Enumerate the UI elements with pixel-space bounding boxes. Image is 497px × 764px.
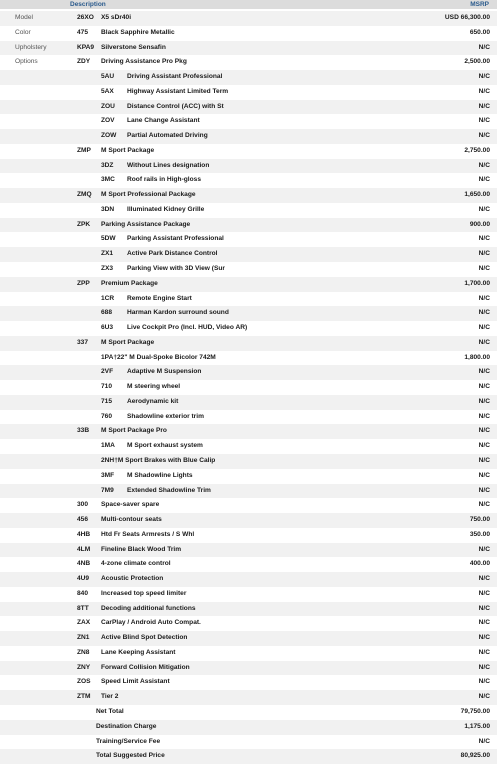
table-row (0, 55, 497, 70)
table-row (0, 41, 497, 56)
option-code: 1CR (101, 294, 115, 302)
table-row (0, 587, 497, 602)
option-description: Roof rails in High-gloss (127, 176, 201, 184)
option-description: Driving Assistant Professional (127, 73, 223, 81)
option-price: N/C (478, 235, 490, 243)
option-code: 456 (77, 516, 89, 524)
table-row (0, 454, 497, 469)
option-code: 4U9 (77, 575, 90, 583)
option-price: N/C (478, 102, 490, 110)
option-price: N/C (478, 324, 490, 332)
option-price: 900.00 (469, 220, 490, 228)
option-code: 3MC (101, 176, 115, 184)
option-code: 5AX (101, 87, 114, 95)
option-code: ZNY (77, 663, 91, 671)
option-code: 688 (101, 309, 113, 317)
option-code: 6U3 (101, 324, 114, 332)
option-price: N/C (478, 604, 490, 612)
table-row (0, 646, 497, 661)
option-description: Live Cockpit Pro (Incl. HUD, Video AR) (127, 324, 248, 332)
option-description: X5 sDr40i (101, 14, 132, 21)
table-row (0, 661, 497, 676)
option-code: 4LM (77, 545, 91, 553)
option-price: 80,925.00 (460, 752, 490, 760)
option-price: N/C (478, 575, 490, 583)
table-row (0, 336, 497, 351)
option-description: Distance Control (ACC) with St (127, 102, 224, 110)
table-row (0, 218, 497, 233)
option-description: Driving Assistance Pro Pkg (101, 58, 187, 66)
option-code: ZPK (77, 220, 91, 228)
table-row (0, 602, 497, 617)
option-code: 715 (101, 397, 113, 405)
option-description: Harman Kardon surround sound (127, 309, 229, 317)
option-code: 4HB (77, 530, 91, 538)
table-row (0, 380, 497, 395)
option-price: 750.00 (469, 516, 490, 524)
option-description: Premium Package (101, 279, 158, 287)
table-row (0, 85, 497, 100)
option-code: ZX3 (101, 265, 114, 273)
table-row (0, 720, 497, 735)
table-row (0, 100, 497, 115)
option-description: Multi-contour seats (101, 516, 162, 524)
option-price: N/C (478, 397, 490, 405)
table-row (0, 469, 497, 484)
table-row (0, 203, 497, 218)
option-code: 3DZ (101, 161, 114, 169)
option-price: N/C (478, 634, 490, 642)
table-row (0, 572, 497, 587)
option-code: ZOS (77, 678, 91, 686)
table-header (0, 0, 497, 9)
option-price: N/C (478, 412, 490, 420)
table-row (0, 11, 497, 26)
option-code: ZTM (77, 693, 91, 701)
option-code: 7M9 (101, 486, 114, 494)
option-description: Htd Fr Seats Armrests / S Whl (101, 530, 195, 538)
option-description: Tier 2 (101, 693, 119, 701)
table-row (0, 129, 497, 144)
option-description: Remote Engine Start (127, 294, 192, 302)
option-price: N/C (478, 619, 490, 627)
option-description: Space-saver spare (101, 501, 160, 509)
option-description: Parking Assistance Package (101, 220, 191, 228)
option-description: Black Sapphire Metallic (101, 28, 175, 36)
option-price: N/C (478, 132, 490, 140)
option-code: ZOU (101, 102, 115, 110)
option-code: ZAX (77, 619, 91, 627)
table-row (0, 616, 497, 631)
option-code: ZMQ (77, 191, 92, 199)
option-price: N/C (478, 161, 490, 169)
option-code: KPA9 (77, 43, 95, 51)
table-row (0, 749, 497, 764)
option-code: 33B (77, 427, 90, 435)
option-description: Partial Automated Driving (127, 132, 208, 140)
option-price: 1,700.00 (464, 279, 490, 287)
option-price: N/C (478, 663, 490, 671)
option-description: M Sport Package Pro (101, 427, 167, 435)
option-description: Active Park Distance Control (127, 250, 218, 258)
table-row (0, 144, 497, 159)
option-description: Acoustic Protection (101, 575, 164, 583)
option-price: 1,650.00 (464, 191, 490, 199)
option-price: 1,800.00 (464, 353, 490, 361)
option-code: ZX1 (101, 250, 114, 258)
option-description: Total Suggested Price (96, 752, 165, 760)
option-description: Adaptive M Suspension (127, 368, 202, 376)
option-code: 337 (77, 338, 89, 346)
option-code: 5AU (101, 73, 115, 81)
table-row (0, 247, 497, 262)
option-price: N/C (478, 678, 490, 686)
table-row (0, 690, 497, 705)
table-row (0, 232, 497, 247)
option-description: Active Blind Spot Detection (101, 634, 188, 642)
option-price: N/C (478, 486, 490, 494)
option-description: Increased top speed limiter (101, 589, 187, 597)
option-description: Destination Charge (96, 722, 157, 730)
option-description: Illuminated Kidney Grille (127, 205, 205, 213)
table-row (0, 410, 497, 425)
option-price: N/C (478, 294, 490, 302)
option-code: ZOV (101, 117, 115, 125)
option-description: M Sport Package (101, 338, 155, 346)
option-description: Aerodynamic kit (127, 397, 179, 405)
option-description: Forward Collision Mitigation (101, 663, 190, 671)
table-row (0, 439, 497, 454)
option-description: M Shadowline Lights (127, 471, 193, 479)
option-price: N/C (478, 43, 490, 51)
option-code: 3DN (101, 205, 115, 213)
option-code: 300 (77, 501, 89, 509)
option-code: ZMP (77, 146, 91, 154)
option-code: 1PA†22" M Dual-Spoke Bicolor 742M (101, 353, 216, 361)
table-row (0, 705, 497, 720)
option-price: 79,750.00 (460, 707, 490, 715)
option-description: CarPlay / Android Auto Compat. (101, 619, 201, 627)
option-price: N/C (478, 471, 490, 479)
option-description: M Sport Professional Package (101, 191, 196, 199)
option-price: N/C (478, 250, 490, 258)
option-description: Decoding additional functions (101, 604, 196, 612)
option-code: 1MA (101, 442, 115, 450)
table-row (0, 484, 497, 499)
option-price: N/C (478, 737, 490, 745)
table-row (0, 277, 497, 292)
option-price: 2,750.00 (464, 146, 490, 154)
option-description: M Sport exhaust system (127, 442, 203, 450)
option-price: N/C (478, 589, 490, 597)
option-code: ZPP (77, 279, 90, 287)
option-code: 8TT (77, 604, 89, 612)
option-price: N/C (478, 693, 490, 701)
option-price: N/C (478, 442, 490, 450)
option-description: Without Lines designation (127, 161, 210, 169)
option-price: N/C (478, 309, 490, 317)
header-description: Description (70, 1, 106, 8)
option-code: 26XO (77, 14, 94, 21)
option-code: 475 (77, 28, 89, 36)
option-code: 3MF (101, 471, 115, 479)
option-price: N/C (478, 73, 490, 81)
table-row (0, 631, 497, 646)
option-description: Highway Assistant Limited Term (127, 87, 229, 95)
option-description: Shadowline exterior trim (127, 412, 204, 420)
table-row (0, 159, 497, 174)
option-price: N/C (478, 338, 490, 346)
option-code: 4NB (77, 560, 91, 568)
option-price: N/C (478, 87, 490, 95)
table-row (0, 424, 497, 439)
option-code: ZN8 (77, 648, 90, 656)
table-row (0, 675, 497, 690)
row-label: Color (15, 28, 31, 36)
option-price: 650.00 (469, 28, 490, 36)
table-row (0, 557, 497, 572)
option-description: Lane Change Assistant (127, 117, 200, 125)
header-msrp: MSRP (470, 1, 489, 8)
option-code: ZDY (77, 58, 91, 66)
table-row (0, 188, 497, 203)
row-label: Upholstery (15, 43, 47, 51)
option-description: Training/Service Fee (96, 737, 161, 745)
option-code: ZOW (101, 132, 117, 140)
option-description: Silverstone Sensafin (101, 43, 166, 51)
option-description: M Sport Package (101, 146, 155, 154)
table-row (0, 528, 497, 543)
option-price: USD 66,300.00 (444, 14, 490, 21)
option-description: Fineline Black Wood Trim (101, 545, 182, 553)
option-description: M steering wheel (127, 383, 181, 391)
option-price: N/C (478, 176, 490, 184)
option-price: N/C (478, 383, 490, 391)
row-label: Options (15, 58, 38, 66)
table-row (0, 321, 497, 336)
option-description: Parking View with 3D View (Sur (127, 265, 225, 273)
table-row (0, 306, 497, 321)
table-row (0, 262, 497, 277)
option-code: ZN1 (77, 634, 90, 642)
option-description: Parking Assistant Professional (127, 235, 224, 243)
option-description: Net Total (96, 707, 124, 715)
table-row (0, 395, 497, 410)
option-price: N/C (478, 501, 490, 509)
option-price: N/C (478, 648, 490, 656)
table-row (0, 735, 497, 750)
table-row (0, 26, 497, 41)
option-code: 710 (101, 383, 113, 391)
table-row (0, 365, 497, 380)
table-row (0, 498, 497, 513)
table-row (0, 70, 497, 85)
option-description: Lane Keeping Assistant (101, 648, 176, 656)
option-price: N/C (478, 117, 490, 125)
option-code: 2VF (101, 368, 114, 376)
option-price: 400.00 (469, 560, 490, 568)
row-label: Model (15, 14, 33, 21)
table-row (0, 543, 497, 558)
option-description: 4-zone climate control (101, 560, 171, 568)
option-code: 840 (77, 589, 89, 597)
option-price: 1,175.00 (464, 722, 490, 730)
option-price: 2,500.00 (464, 58, 490, 66)
option-price: N/C (478, 265, 490, 273)
option-price: 350.00 (469, 530, 490, 538)
table-row (0, 292, 497, 307)
option-code: 2NH†M Sport Brakes with Blue Calip (101, 456, 216, 464)
table-row (0, 114, 497, 129)
table-row (0, 351, 497, 366)
option-code: 5DW (101, 235, 116, 243)
option-price: N/C (478, 205, 490, 213)
option-price: N/C (478, 456, 490, 464)
options-table (0, 11, 497, 764)
table-row (0, 173, 497, 188)
option-code: 760 (101, 412, 113, 420)
option-description: Speed Limit Assistant (101, 678, 170, 686)
option-description: Extended Shadowline Trim (127, 486, 211, 494)
table-row (0, 513, 497, 528)
option-price: N/C (478, 427, 490, 435)
option-price: N/C (478, 368, 490, 376)
option-price: N/C (478, 545, 490, 553)
